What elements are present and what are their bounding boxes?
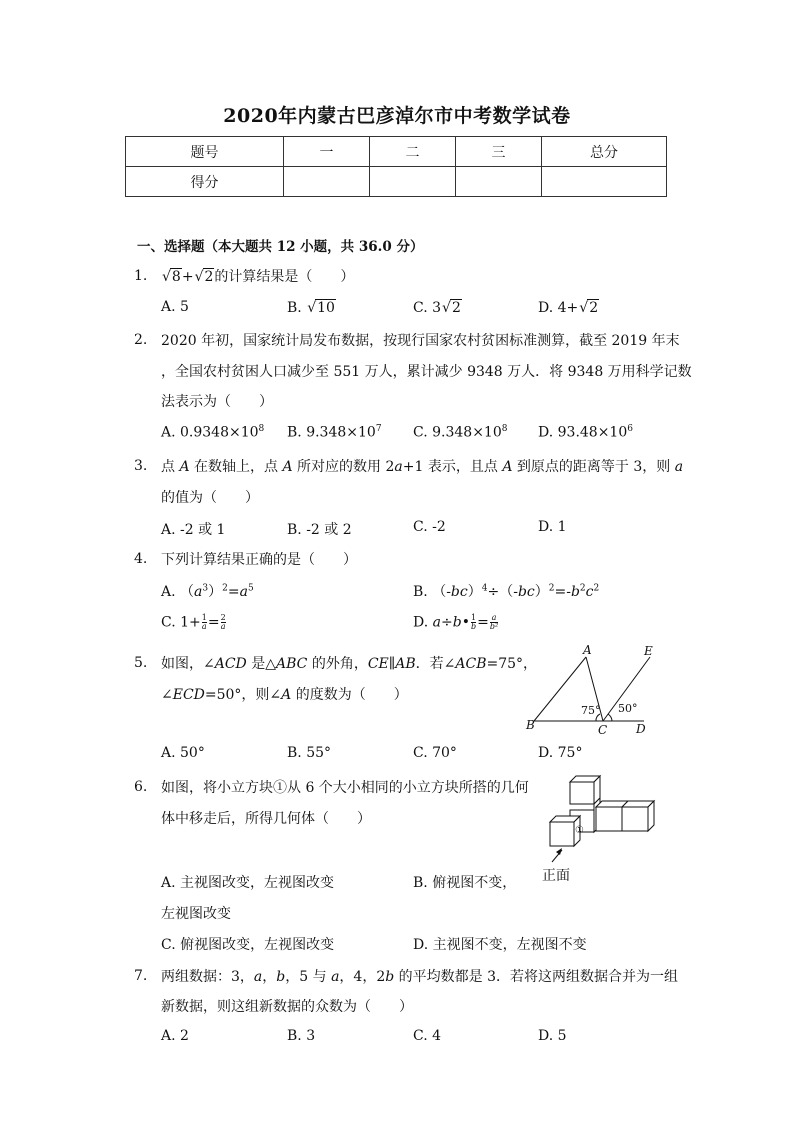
option-c — [413, 424, 507, 441]
denominator: a — [201, 622, 207, 631]
t: =75°， — [486, 656, 538, 672]
label: A. 0.9348×10 — [161, 424, 259, 441]
score-header-cell: 二 — [370, 137, 456, 167]
t: ） — [208, 584, 223, 600]
var: A — [281, 687, 292, 703]
t: C. 1+ — [161, 614, 201, 631]
var: CE — [367, 656, 389, 672]
sqrt: √ 8 — [170, 268, 182, 285]
cube-face — [570, 782, 594, 804]
text: 的计算结果是（ ） — [214, 269, 355, 285]
option-b-continued: 左视图改变 — [161, 906, 231, 922]
question-line — [161, 653, 537, 673]
question-number: 7. — [134, 968, 148, 984]
sqrt: √ 2 — [450, 299, 462, 316]
numerator: 2 — [220, 613, 226, 622]
score-header-cell: 一 — [284, 137, 370, 167]
option-a: A. 50° — [161, 745, 205, 761]
var: b — [276, 969, 286, 985]
option-d — [538, 424, 633, 441]
t: ∠ — [161, 687, 173, 703]
label: C. 9.348×10 — [413, 424, 502, 441]
option-d: D. 1 — [538, 519, 567, 535]
text: +1 表示，且点 — [402, 459, 503, 475]
label: C. 3 — [413, 300, 442, 316]
score-cell — [370, 167, 456, 197]
point-label: C — [598, 723, 608, 735]
point-label: B — [526, 718, 535, 732]
option-c — [413, 299, 462, 316]
var: A — [179, 459, 190, 475]
option-b: B. -2 或 2 — [287, 522, 352, 538]
score-header-cell: 三 — [456, 137, 542, 167]
option-b: B. 俯视图不变， — [413, 875, 517, 891]
t: ，4，2 — [339, 969, 386, 985]
t: = — [207, 614, 220, 631]
question-line: 体中移走后，所得几何体（ ） — [161, 811, 371, 827]
var: a — [394, 459, 403, 475]
question-line: 法表示为（ ） — [161, 394, 273, 410]
question-number: 2. — [134, 332, 148, 348]
score-cell — [542, 167, 667, 197]
var: b — [385, 969, 395, 985]
numerator: a — [491, 613, 497, 622]
t: D. — [413, 614, 433, 631]
var: a — [253, 969, 263, 985]
score-table-header-row — [126, 137, 667, 167]
exponent: 5 — [247, 583, 254, 594]
exponent: 7 — [375, 424, 382, 434]
var: A — [282, 459, 293, 475]
exponent: 6 — [627, 424, 633, 434]
t: ， — [262, 969, 277, 985]
question-line — [161, 684, 408, 704]
score-header-cell: 总分 — [542, 137, 667, 167]
fraction — [471, 614, 476, 631]
option-d — [413, 614, 499, 631]
t: 如图，∠ — [161, 656, 215, 672]
var: ECD — [172, 687, 205, 703]
var: a — [194, 584, 203, 600]
t: ÷ — [441, 614, 453, 631]
question-text — [161, 266, 354, 286]
var: bc — [450, 584, 468, 600]
option-b — [413, 581, 599, 601]
t: ，5 与 — [285, 969, 332, 985]
exponent: 3 — [202, 583, 209, 594]
option-b — [287, 424, 382, 441]
var: AB — [395, 656, 416, 672]
sqrt: √ 2 — [587, 299, 599, 316]
var: a — [674, 459, 684, 475]
denominator: a — [220, 622, 226, 631]
t: ） — [534, 584, 549, 600]
text: 所对应的数用 2 — [292, 459, 395, 475]
option-b: B. 55° — [287, 745, 332, 761]
triangle-figure — [524, 643, 659, 735]
question-number: 1. — [134, 268, 148, 284]
angle-arc — [608, 714, 612, 721]
question-line: 的值为（ ） — [161, 490, 259, 506]
line-ba — [534, 657, 586, 721]
question-line: 新数据，则这组新数据的众数为（ ） — [161, 999, 413, 1015]
var: ACD — [214, 656, 247, 672]
question-line — [161, 966, 678, 986]
question-text: 下列计算结果正确的是（ ） — [161, 552, 357, 568]
numerator: 1 — [201, 613, 207, 622]
text: 到原点的距离等于 3，则 — [512, 459, 675, 475]
denominator: b — [470, 622, 477, 631]
exponent: 4 — [481, 583, 488, 594]
exponent: 2 — [579, 583, 586, 594]
var: a — [239, 584, 248, 600]
page-title: 2020年内蒙古巴彦淖尔市中考数学试卷 — [223, 105, 571, 127]
point-label: D — [636, 722, 646, 735]
option-c: C. 4 — [413, 1028, 442, 1044]
label: D. 93.48×10 — [538, 424, 628, 441]
score-header-cell: 题号 — [126, 137, 284, 167]
t: 是△ — [246, 656, 276, 672]
question-line: 2020 年初，国家统计局发布数据，按现行国家农村贫困标准测算，截至 2019 年末 — [161, 333, 680, 349]
t: ．若∠ — [415, 656, 456, 672]
fraction — [490, 614, 498, 631]
front-label: 正面 — [542, 868, 570, 884]
t: ÷（- — [487, 584, 518, 600]
score-table — [125, 136, 667, 197]
option-c: C. 俯视图改变，左视图改变 — [161, 937, 335, 953]
option-d: D. 主视图不变，左视图不变 — [413, 937, 587, 953]
question-number: 6. — [134, 779, 148, 795]
var: b — [452, 614, 462, 631]
t: • — [461, 614, 470, 631]
var: a — [331, 969, 340, 985]
t: A. （ — [161, 584, 195, 600]
t: 两组数据：3， — [161, 969, 254, 985]
t: 的外角， — [307, 656, 368, 672]
t: 的平均数都是 3．若将这两组数据合并为一组 — [394, 969, 679, 985]
exponent: 8 — [501, 424, 508, 434]
fraction — [221, 614, 226, 631]
numerator: 1 — [470, 613, 477, 622]
t: =50°，则∠ — [204, 687, 282, 703]
option-a: A. 5 — [161, 299, 189, 315]
question-number: 3. — [134, 458, 148, 474]
option-b: B. 3 — [287, 1028, 316, 1044]
question-line: ，全国农村贫困人口减少至 551 万人，累计减少 9348 万人．将 9348 万用科学记数 — [161, 364, 692, 380]
exponent: 8 — [258, 424, 265, 434]
var: b — [570, 584, 580, 600]
exponent: 2 — [548, 583, 555, 594]
var: a — [432, 614, 441, 631]
option-a: A. 2 — [161, 1028, 189, 1044]
exponent: 2 — [222, 583, 228, 594]
option-c: C. 70° — [413, 745, 457, 761]
fraction — [202, 614, 207, 631]
option-c — [161, 614, 227, 631]
point-label: A — [583, 643, 592, 657]
option-a — [161, 581, 254, 601]
label: B. 9.348×10 — [287, 424, 376, 441]
cube-mark: ① — [575, 825, 584, 836]
cube-face — [596, 807, 622, 831]
t: ） — [467, 584, 482, 600]
text: 在数轴上，点 — [189, 459, 283, 475]
t: = — [227, 584, 240, 600]
option-a: A. 主视图改变，左视图改变 — [161, 875, 335, 891]
option-d: D. 75° — [538, 745, 583, 761]
var: A — [502, 459, 513, 475]
sqrt: √ 2 — [203, 268, 215, 285]
section-heading: 一、选择题（本大题共 12 小题，共 36.0 分） — [137, 239, 424, 255]
var: c — [585, 584, 594, 600]
cube-face — [550, 822, 574, 846]
score-table-row — [126, 167, 667, 197]
score-row-label: 得分 — [126, 167, 284, 197]
option-a — [161, 424, 264, 441]
option-d — [538, 299, 599, 316]
cube-face — [648, 801, 654, 831]
var: ABC — [276, 656, 308, 672]
question-line: 如图，将小立方块①从 6 个大小相同的小立方块所搭的几何 — [161, 780, 529, 796]
score-cell — [456, 167, 542, 197]
label: D. 4+ — [538, 300, 579, 316]
t: 的度数为（ ） — [291, 687, 408, 703]
point-label: E — [644, 644, 653, 658]
cubes-figure — [540, 770, 662, 888]
label: B. — [287, 300, 307, 316]
text: 点 — [161, 459, 180, 475]
option-a: A. -2 或 1 — [161, 522, 226, 538]
var: ACB — [455, 656, 487, 672]
t: = — [477, 614, 489, 631]
score-cell — [284, 167, 370, 197]
t: ∥ — [388, 656, 396, 672]
angle-label: 75° — [581, 704, 601, 717]
var: bc — [517, 584, 535, 600]
question-line — [161, 456, 683, 476]
option-c: C. -2 — [413, 519, 446, 535]
option-b — [287, 299, 336, 316]
t: B. （- — [413, 584, 451, 600]
question-number: 5. — [134, 655, 148, 671]
denominator: b² — [489, 622, 499, 631]
t: =- — [554, 584, 571, 600]
angle-label: 50° — [618, 702, 638, 715]
sqrt: √ 10 — [315, 299, 336, 316]
text: + — [181, 269, 194, 285]
exponent: 2 — [593, 583, 600, 594]
cube-face — [622, 807, 648, 831]
option-d: D. 5 — [538, 1028, 567, 1044]
question-number: 4. — [134, 551, 148, 567]
